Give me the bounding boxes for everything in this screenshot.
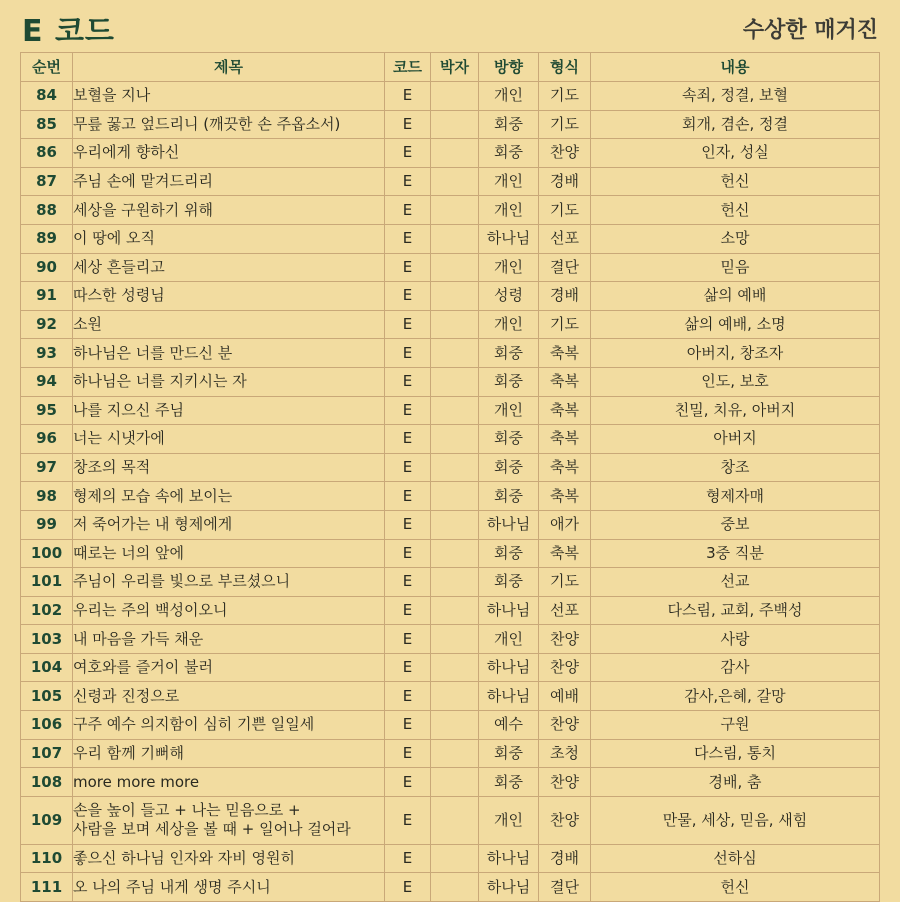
page-title: E 코드: [22, 14, 115, 49]
song-code: E: [385, 510, 431, 539]
song-direction: 회중: [479, 482, 539, 511]
song-code: E: [385, 768, 431, 797]
song-title: 하나님은 너를 지키시는 자: [73, 367, 385, 396]
song-direction: 회중: [479, 768, 539, 797]
song-content: 인자, 성실: [591, 139, 880, 168]
song-code: E: [385, 796, 431, 844]
song-form: 축복: [539, 425, 591, 454]
table-body: [21, 82, 880, 902]
row-number: 107: [21, 739, 73, 768]
row-number: 99: [21, 510, 73, 539]
song-content: 사랑: [591, 625, 880, 654]
table-row: [21, 873, 880, 902]
song-form: 축복: [539, 367, 591, 396]
song-beat: [431, 224, 479, 253]
song-content: 구원: [591, 711, 880, 740]
table-header-row: [21, 53, 880, 82]
table-row: [21, 568, 880, 597]
song-direction: 회중: [479, 453, 539, 482]
song-direction: 하나님: [479, 873, 539, 902]
song-code: E: [385, 539, 431, 568]
song-direction: 하나님: [479, 224, 539, 253]
song-title: 무릎 꿇고 엎드리니 (깨끗한 손 주옵소서): [73, 110, 385, 139]
song-direction: 하나님: [479, 653, 539, 682]
song-title: 구주 예수 의지함이 심히 기쁜 일일세: [73, 711, 385, 740]
song-direction: 하나님: [479, 682, 539, 711]
row-number: 104: [21, 653, 73, 682]
song-content: 감사: [591, 653, 880, 682]
song-beat: [431, 167, 479, 196]
page-header: [0, 0, 900, 50]
table-row: [21, 167, 880, 196]
row-number: 88: [21, 196, 73, 225]
song-title: 세상을 구원하기 위해: [73, 196, 385, 225]
song-code: E: [385, 82, 431, 111]
table-row: [21, 224, 880, 253]
song-content: 만물, 세상, 믿음, 새힘: [591, 796, 880, 844]
song-title: 주님 손에 맡겨드리리: [73, 167, 385, 196]
song-code: E: [385, 110, 431, 139]
row-number: 106: [21, 711, 73, 740]
table-row: [21, 339, 880, 368]
song-form: 축복: [539, 396, 591, 425]
row-number: 98: [21, 482, 73, 511]
song-direction: 개인: [479, 625, 539, 654]
table-row: [21, 482, 880, 511]
song-beat: [431, 482, 479, 511]
song-content: 선교: [591, 568, 880, 597]
table-row: [21, 539, 880, 568]
song-content: 3중 직분: [591, 539, 880, 568]
song-beat: [431, 653, 479, 682]
song-direction: 개인: [479, 196, 539, 225]
song-direction: 개인: [479, 167, 539, 196]
song-beat: [431, 768, 479, 797]
column-header-title: 제목: [73, 53, 385, 82]
song-direction: 회중: [479, 139, 539, 168]
song-content: 아버지, 창조자: [591, 339, 880, 368]
song-code: E: [385, 196, 431, 225]
song-direction: 회중: [479, 739, 539, 768]
table-row: [21, 796, 880, 844]
song-form: 기도: [539, 310, 591, 339]
table-row: [21, 282, 880, 311]
song-code: E: [385, 224, 431, 253]
song-beat: [431, 253, 479, 282]
song-form: 기도: [539, 82, 591, 111]
song-title: 형제의 모습 속에 보이는: [73, 482, 385, 511]
table-row: [21, 711, 880, 740]
song-form: 기도: [539, 568, 591, 597]
song-beat: [431, 873, 479, 902]
song-direction: 개인: [479, 310, 539, 339]
song-beat: [431, 796, 479, 844]
song-beat: [431, 110, 479, 139]
song-direction: 예수: [479, 711, 539, 740]
row-number: 86: [21, 139, 73, 168]
row-number: 95: [21, 396, 73, 425]
row-number: 92: [21, 310, 73, 339]
song-content: 선하심: [591, 844, 880, 873]
song-beat: [431, 596, 479, 625]
table-row: [21, 844, 880, 873]
brand-name: 수상한 매거진: [742, 18, 878, 43]
song-direction: 하나님: [479, 510, 539, 539]
song-beat: [431, 196, 479, 225]
song-title-line: 사람을 보며 세상을 볼 때 + 일어나 걸어라: [73, 820, 351, 839]
song-content: 인도, 보호: [591, 367, 880, 396]
table-row: [21, 425, 880, 454]
song-direction: 개인: [479, 82, 539, 111]
song-title: 저 죽어가는 내 형제에게: [73, 510, 385, 539]
song-code: E: [385, 367, 431, 396]
column-header-direction: 방향: [479, 53, 539, 82]
table-row: [21, 596, 880, 625]
row-number: 100: [21, 539, 73, 568]
song-direction: 회중: [479, 568, 539, 597]
song-content: 헌신: [591, 167, 880, 196]
row-number: 111: [21, 873, 73, 902]
song-beat: [431, 625, 479, 654]
song-code: E: [385, 453, 431, 482]
table-row: [21, 768, 880, 797]
song-direction: 회중: [479, 110, 539, 139]
song-form: 결단: [539, 253, 591, 282]
song-beat: [431, 82, 479, 111]
song-direction: 회중: [479, 339, 539, 368]
song-content: 믿음: [591, 253, 880, 282]
column-header-number: 순번: [21, 53, 73, 82]
song-form: 기도: [539, 110, 591, 139]
table-row: [21, 453, 880, 482]
song-title: 따스한 성령님: [73, 282, 385, 311]
song-code: E: [385, 711, 431, 740]
column-header-content: 내용: [591, 53, 880, 82]
song-content: 중보: [591, 510, 880, 539]
table-row: [21, 310, 880, 339]
song-title: 여호와를 즐거이 불러: [73, 653, 385, 682]
song-code: E: [385, 653, 431, 682]
song-form: 찬양: [539, 711, 591, 740]
column-header-form: 형식: [539, 53, 591, 82]
song-code: E: [385, 253, 431, 282]
song-title: 우리 함께 기뻐해: [73, 739, 385, 768]
song-beat: [431, 453, 479, 482]
song-code: E: [385, 282, 431, 311]
song-direction: 하나님: [479, 844, 539, 873]
song-form: 선포: [539, 596, 591, 625]
song-content: 아버지: [591, 425, 880, 454]
song-code: E: [385, 339, 431, 368]
row-number: 85: [21, 110, 73, 139]
table-row: [21, 139, 880, 168]
song-content: 경배, 춤: [591, 768, 880, 797]
table-row: [21, 367, 880, 396]
song-code: E: [385, 873, 431, 902]
song-content: 회개, 겸손, 정결: [591, 110, 880, 139]
song-content: 다스림, 통치: [591, 739, 880, 768]
song-code-table: [20, 52, 880, 902]
song-form: 기도: [539, 196, 591, 225]
song-title: 세상 흔들리고: [73, 253, 385, 282]
song-code: E: [385, 482, 431, 511]
song-form: 선포: [539, 224, 591, 253]
song-form: 축복: [539, 339, 591, 368]
song-title: 이 땅에 오직: [73, 224, 385, 253]
table-row: [21, 82, 880, 111]
table-row: [21, 682, 880, 711]
song-direction: 회중: [479, 425, 539, 454]
song-title: 좋으신 하나님 인자와 자비 영원히: [73, 844, 385, 873]
column-header-beat: 박자: [431, 53, 479, 82]
song-direction: 회중: [479, 367, 539, 396]
song-title: 주님이 우리를 빛으로 부르셨으니: [73, 568, 385, 597]
column-header-code: 코드: [385, 53, 431, 82]
row-number: 96: [21, 425, 73, 454]
song-title: 때로는 너의 앞에: [73, 539, 385, 568]
song-content: 소망: [591, 224, 880, 253]
song-title: 너는 시냇가에: [73, 425, 385, 454]
song-beat: [431, 282, 479, 311]
row-number: 101: [21, 568, 73, 597]
row-number: 110: [21, 844, 73, 873]
song-title-line: 손을 높이 들고 + 나는 믿음으로 +: [73, 801, 301, 820]
song-form: 찬양: [539, 139, 591, 168]
row-number: 109: [21, 796, 73, 844]
song-direction: 개인: [479, 796, 539, 844]
song-title: 소원: [73, 310, 385, 339]
song-beat: [431, 339, 479, 368]
song-form: 경배: [539, 167, 591, 196]
song-beat: [431, 539, 479, 568]
row-number: 84: [21, 82, 73, 111]
row-number: 93: [21, 339, 73, 368]
song-form: 결단: [539, 873, 591, 902]
song-content: 속죄, 정결, 보혈: [591, 82, 880, 111]
song-code: E: [385, 310, 431, 339]
song-form: 찬양: [539, 625, 591, 654]
table-row: [21, 510, 880, 539]
song-beat: [431, 510, 479, 539]
song-code: E: [385, 625, 431, 654]
song-beat: [431, 682, 479, 711]
song-form: 애가: [539, 510, 591, 539]
song-code: E: [385, 139, 431, 168]
song-title: 나를 지으신 주님: [73, 396, 385, 425]
song-direction: 회중: [479, 539, 539, 568]
song-beat: [431, 739, 479, 768]
row-number: 97: [21, 453, 73, 482]
song-form: 초청: [539, 739, 591, 768]
song-form: 찬양: [539, 653, 591, 682]
song-title: 우리에게 향하신: [73, 139, 385, 168]
song-code: E: [385, 844, 431, 873]
song-code: E: [385, 425, 431, 454]
song-content: 헌신: [591, 873, 880, 902]
table-row: [21, 110, 880, 139]
song-form: 축복: [539, 539, 591, 568]
song-code: E: [385, 596, 431, 625]
song-code: E: [385, 739, 431, 768]
song-beat: [431, 396, 479, 425]
song-form: 예배: [539, 682, 591, 711]
song-title: 창조의 목적: [73, 453, 385, 482]
table-row: [21, 396, 880, 425]
song-beat: [431, 139, 479, 168]
song-title: 내 마음을 가득 채운: [73, 625, 385, 654]
row-number: 91: [21, 282, 73, 311]
song-code: E: [385, 568, 431, 597]
song-form: 찬양: [539, 796, 591, 844]
song-code: E: [385, 396, 431, 425]
song-direction: 성령: [479, 282, 539, 311]
song-content: 감사,은혜, 갈망: [591, 682, 880, 711]
song-form: 경배: [539, 844, 591, 873]
song-direction: 하나님: [479, 596, 539, 625]
song-beat: [431, 568, 479, 597]
song-content: 삶의 예배, 소명: [591, 310, 880, 339]
row-number: 103: [21, 625, 73, 654]
song-beat: [431, 310, 479, 339]
song-beat: [431, 367, 479, 396]
row-number: 105: [21, 682, 73, 711]
song-content: 헌신: [591, 196, 880, 225]
song-title: 신령과 진정으로: [73, 682, 385, 711]
song-form: 경배: [539, 282, 591, 311]
song-direction: 개인: [479, 253, 539, 282]
row-number: 87: [21, 167, 73, 196]
song-form: 찬양: [539, 768, 591, 797]
song-content: 형제자매: [591, 482, 880, 511]
table-row: [21, 653, 880, 682]
song-title: [73, 796, 385, 844]
row-number: 90: [21, 253, 73, 282]
table-row: [21, 253, 880, 282]
song-content: 삶의 예배: [591, 282, 880, 311]
song-code: E: [385, 682, 431, 711]
song-title: 우리는 주의 백성이오니: [73, 596, 385, 625]
song-content: 다스림, 교회, 주백성: [591, 596, 880, 625]
song-direction: 개인: [479, 396, 539, 425]
song-title: 보혈을 지나: [73, 82, 385, 111]
song-title: 하나님은 너를 만드신 분: [73, 339, 385, 368]
song-title: 오 나의 주님 내게 생명 주시니: [73, 873, 385, 902]
row-number: 94: [21, 367, 73, 396]
row-number: 89: [21, 224, 73, 253]
song-form: 축복: [539, 482, 591, 511]
table-row: [21, 196, 880, 225]
table-row: [21, 625, 880, 654]
table-row: [21, 739, 880, 768]
row-number: 108: [21, 768, 73, 797]
song-content: 친밀, 치유, 아버지: [591, 396, 880, 425]
song-beat: [431, 844, 479, 873]
song-title: more more more: [73, 768, 385, 797]
song-beat: [431, 425, 479, 454]
song-beat: [431, 711, 479, 740]
row-number: 102: [21, 596, 73, 625]
song-code: E: [385, 167, 431, 196]
song-form: 축복: [539, 453, 591, 482]
song-content: 창조: [591, 453, 880, 482]
